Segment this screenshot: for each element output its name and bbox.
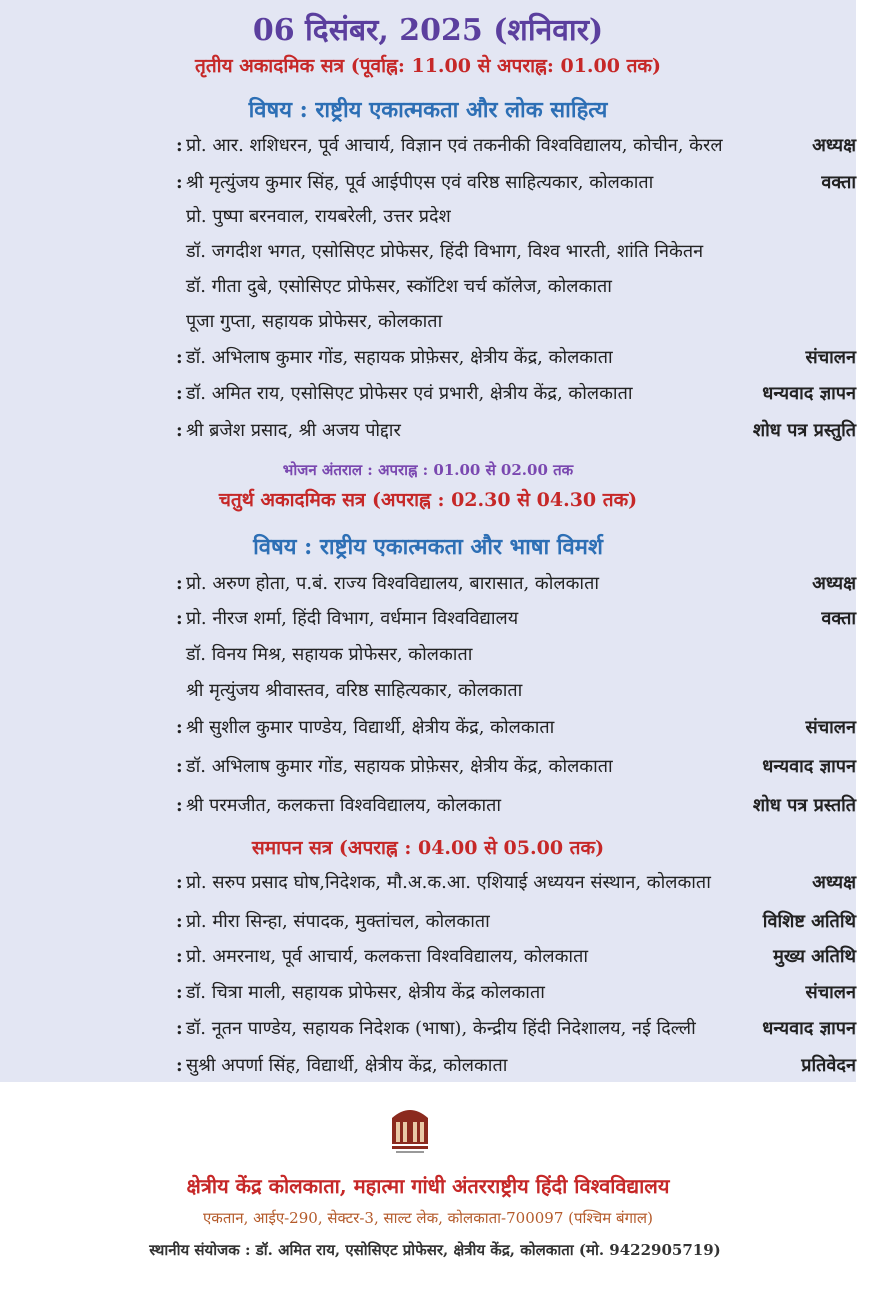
row-value: डॉ. विनय मिश्र, सहायक प्रोफेसर, कोलकाता [186,644,473,665]
row-value: डॉ. नूतन पाण्डेय, सहायक निदेशक (भाषा), केन्द्रीय हिंदी निदेशालय, नई दिल्ली [186,1018,696,1039]
colon: : [176,135,183,156]
local-coordinator: स्थानीय संयोजक : डॉ. अमित राय, एसोसिएट प्रोफेसर, क्षेत्रीय केंद्र, कोलकाता (मो. 9422905719) [149,1241,721,1259]
session3-title: तृतीय अकादमिक सत्र (पूर्वाह्न: 11.00 से अपराह्न: 01.00 तक) [194,55,662,77]
session4-row [0,604,856,634]
row-value: प्रो. सरुप प्रसाद घोष,निदेशक, मौ.अ.क.आ. एशियाई अध्ययन संस्थान, कोलकाता [186,872,711,893]
session3-row [0,272,856,302]
row-value: डॉ. चित्रा माली, सहायक प्रोफेसर, क्षेत्रीय केंद्र कोलकाता [186,982,545,1003]
row-label: संचालन [805,717,856,738]
closing-session-title: समापन सत्र (अपराह्न : 04.00 से 05.00 तक) [251,837,605,859]
colon: : [176,573,183,594]
row-value: डॉ. गीता दुबे, एसोसिएट प्रोफेसर, स्कॉटिश चर्च कॉलेज, कोलकाता [186,276,612,297]
row-label: शोध पत्र प्रस्तति [752,795,856,816]
session4-title: चतुर्थ अकादमिक सत्र (अपराह्न : 02.30 से 04.30 तक) [218,489,638,511]
colon: : [176,172,183,193]
colon: : [176,946,183,967]
colon: : [176,608,183,629]
row-label: धन्यवाद ज्ञापन [762,756,856,777]
row-value: पूजा गुप्ता, सहायक प्रोफेसर, कोलकाता [186,311,443,332]
institute-name: क्षेत्रीय केंद्र कोलकाता, महात्मा गांधी अंतरराष्ट्रीय हिंदी विश्वविद्यालय [186,1174,670,1198]
row-label: संचालन [805,347,856,368]
row-label: वक्ता [821,172,856,193]
row-label: संचालन [805,982,856,1003]
session4-row [0,791,856,821]
session3-row [0,343,856,373]
session4-row [0,713,856,743]
row-label: मुख्य अतिथि [773,946,856,967]
institute-address: एकतान, आईए-290, सेक्टर-3, साल्ट लेक, कोलकाता-700097 (पश्चिम बंगाल) [203,1209,653,1227]
session3-row [0,202,856,232]
colon: : [176,383,183,404]
row-value: श्री परमजीत, कलकत्ता विश्वविद्यालय, कोलकाता [186,795,502,816]
lunch-break: भोजन अंतराल : अपराह्न : 01.00 से 02.00 तक [282,461,574,479]
row-value: श्री ब्रजेश प्रसाद, श्री अजय पोद्दार [186,420,401,441]
row-value: प्रो. पुष्पा बरनवाल, रायबरेली, उत्तर प्रदेश [186,206,451,227]
session3-row [0,379,856,409]
closing-row [0,907,856,937]
session4-row [0,676,856,706]
colon: : [176,347,183,368]
colon: : [176,911,183,932]
row-value: श्री सुशील कुमार पाण्डेय, विद्यार्थी, क्षेत्रीय केंद्र, कोलकाता [186,717,555,738]
row-value: प्रो. नीरज शर्मा, हिंदी विभाग, वर्धमान विश्वविद्यालय [186,608,519,629]
session3-row [0,131,856,161]
row-label: वक्ता [821,608,856,629]
row-label: धन्यवाद ज्ञापन [762,383,856,404]
row-value: डॉ. अभिलाष कुमार गोंड, सहायक प्रोफ़ेसर, क्षेत्रीय केंद्र, कोलकाता [186,756,613,777]
row-label: अध्यक्ष [812,872,856,893]
row-label: अध्यक्ष [812,573,856,594]
row-value: सुश्री अपर्णा सिंह, विद्यार्थी, क्षेत्रीय केंद्र, कोलकाता [186,1055,508,1076]
session4-topic: विषय : राष्ट्रीय एकात्मकता और भाषा विमर्श [253,534,603,560]
row-label: प्रतिवेदन [801,1055,856,1076]
closing-row [0,1014,856,1044]
row-value: प्रो. अरुण होता, प.बं. राज्य विश्वविद्यालय, बारासात, कोलकाता [186,573,600,594]
colon: : [176,756,183,777]
closing-row [0,868,856,898]
date-heading: 06 दिसंबर, 2025 (शनिवार) [252,13,604,48]
row-value: प्रो. अमरनाथ, पूर्व आचार्य, कलकत्ता विश्वविद्यालय, कोलकाता [186,946,589,967]
row-label: अध्यक्ष [812,135,856,156]
row-value: प्रो. मीरा सिन्हा, संपादक, मुक्तांचल, कोलकाता [186,911,490,932]
colon: : [176,982,183,1003]
university-logo-icon [390,1102,430,1154]
row-value: डॉ. अभिलाष कुमार गोंड, सहायक प्रोफ़ेसर, क्षेत्रीय केंद्र, कोलकाता [186,347,613,368]
session3-row [0,416,856,446]
row-value: डॉ. अमित राय, एसोसिएट प्रोफेसर एवं प्रभारी, क्षेत्रीय केंद्र, कोलकाता [186,383,633,404]
session3-row [0,307,856,337]
row-value: प्रो. आर. शशिधरन, पूर्व आचार्य, विज्ञान एवं तकनीकी विश्वविद्यालय, कोचीन, केरल [186,135,723,156]
row-value: डॉ. जगदीश भगत, एसोसिएट प्रोफेसर, हिंदी विभाग, विश्व भारती, शांति निकेतन [186,241,704,262]
colon: : [176,872,183,893]
colon: : [176,420,183,441]
colon: : [176,1055,183,1076]
closing-row [0,978,856,1008]
row-label: शोध पत्र प्रस्तुति [752,420,856,441]
colon: : [176,795,183,816]
closing-row [0,1051,856,1081]
session4-row [0,640,856,670]
session3-row [0,168,856,198]
session3-row [0,237,856,267]
closing-row [0,942,856,972]
colon: : [176,717,183,738]
row-label: धन्यवाद ज्ञापन [762,1018,856,1039]
row-value: श्री मृत्युंजय कुमार सिंह, पूर्व आईपीएस एवं वरिष्ठ साहित्यकार, कोलकाता [186,172,654,193]
row-label: विशिष्ट अतिथि [762,911,856,932]
session4-row [0,569,856,599]
session3-topic: विषय : राष्ट्रीय एकात्मकता और लोक साहित्य [248,97,608,123]
colon: : [176,1018,183,1039]
session4-row [0,752,856,782]
row-value: श्री मृत्युंजय श्रीवास्तव, वरिष्ठ साहित्यकार, कोलकाता [186,680,523,701]
